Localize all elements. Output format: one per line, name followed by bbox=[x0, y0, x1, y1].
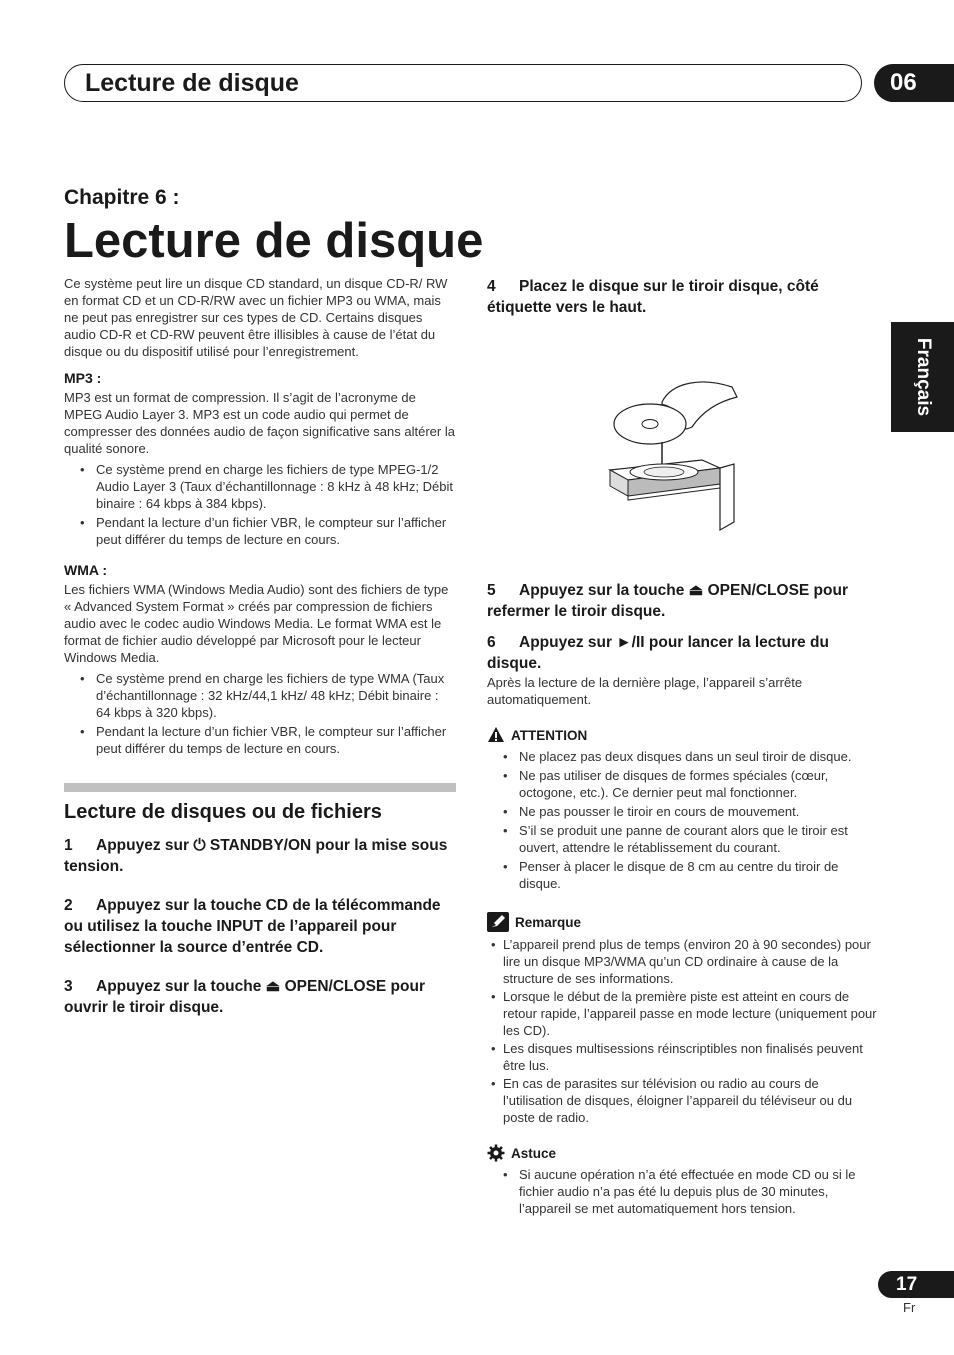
step-text: Placez le disque sur le tiroir disque, côté étiquette vers le haut. bbox=[487, 278, 819, 316]
page-language-code: Fr bbox=[903, 1300, 916, 1315]
step-6 bbox=[487, 632, 879, 674]
disc-tray-illustration bbox=[602, 372, 742, 542]
step-text: Appuyez sur la touche ⏏ OPEN/CLOSE pour ouvrir le tiroir disque. bbox=[64, 978, 425, 1016]
step-5 bbox=[487, 580, 879, 622]
list-item: • Pendant la lecture d’un fichier VBR, le compteur sur l’afficher peut différer du temps de lecture en cours. bbox=[96, 514, 456, 548]
step-6-detail: Après la lecture de la dernière plage, l’appareil s’arrête automatiquement. bbox=[487, 675, 803, 707]
right-column bbox=[487, 276, 879, 1219]
attention-heading bbox=[487, 726, 879, 744]
language-tab bbox=[891, 322, 954, 432]
mp3-heading: MP3 : bbox=[64, 370, 102, 386]
list-item: • Ce système prend en charge les fichiers de type WMA (Taux d’échantillonnage : 32 kHz/44,1 kHz/ 48 kHz; Débit binaire : 64 kbps à 320 kbps). bbox=[96, 670, 456, 721]
step-2 bbox=[64, 895, 456, 958]
wma-text: Les fichiers WMA (Windows Media Audio) sont des fichiers de type « Advanced System Format » créés par compression de fichiers audio avec le codec audio Windows Media. Le format WMA est le format de fichier audio développé par Microsoft pour le lecteur Windows Media. bbox=[64, 582, 449, 665]
step-3 bbox=[64, 976, 456, 1018]
step-number: 2 bbox=[64, 897, 73, 914]
header-title: Lecture de disque bbox=[85, 69, 299, 97]
list-item: • S’il se produit une panne de courant alors que le tiroir est ouvert, attendre le rétablissement du courant. bbox=[519, 822, 879, 856]
chapter-number-badge: 06 bbox=[874, 64, 954, 102]
page-number: 17 bbox=[878, 1271, 954, 1298]
step-number: 4 bbox=[487, 278, 496, 295]
attention-heading-label: ATTENTION bbox=[511, 727, 588, 743]
language-tab-label: Français bbox=[912, 337, 934, 417]
pencil-note-icon bbox=[487, 912, 509, 932]
step-number: 5 bbox=[487, 582, 496, 599]
left-column bbox=[64, 275, 456, 1028]
list-item: • Penser à placer le disque de 8 cm au centre du tiroir de disque. bbox=[519, 858, 879, 892]
step-text: Appuyez sur la touche ⏏ OPEN/CLOSE pour refermer le tiroir disque. bbox=[487, 582, 848, 620]
astuce-heading-label: Astuce bbox=[511, 1145, 557, 1161]
wma-heading: WMA : bbox=[64, 562, 108, 578]
list-item: • Ne pas pousser le tiroir en cours de mouvement. bbox=[519, 803, 879, 820]
list-item: • L’appareil prend plus de temps (environ 20 à 90 secondes) pour lire un disque MP3/WMA qu’un CD ordinaire à cause de la structure de ses informations. bbox=[503, 936, 879, 987]
attention-bullets bbox=[487, 748, 879, 892]
list-item: • Ne placez pas deux disques dans un seul tiroir de disque. bbox=[519, 748, 879, 765]
list-item: • Lorsque le début de la première piste est atteint en cours de retour rapide, l’appareil passe en mode lecture (uniquement pour les CD). bbox=[503, 988, 879, 1039]
list-item: • Si aucune opération n’a été effectuée en mode CD ou si le fichier audio n’a pas été lu depuis plus de 30 minutes, l’appareil se met automatiquement hors tension. bbox=[519, 1166, 879, 1217]
list-item: • Les disques multisessions réinscriptibles non finalisés peuvent être lus. bbox=[503, 1040, 879, 1074]
step-text: Appuyez sur ⏻ STANDBY/ON pour la mise sous tension. bbox=[64, 837, 448, 875]
chapter-label: Chapitre 6 : bbox=[64, 186, 180, 209]
intro-text: Ce système peut lire un disque CD standard, un disque CD-R/ RW en format CD et un CD-R/RW avec un fichier MP3 ou WMA, mais ne peut pas enregistrer sur ces types de CD. Certains disques audio CD-R et CD-RW peuvent être illisibles à cause de l’état du disque ou du dispositif utilisé pour l’enregistrement. bbox=[64, 276, 448, 359]
gear-tip-icon bbox=[487, 1144, 505, 1162]
remarque-bullets bbox=[487, 936, 879, 1126]
step-1 bbox=[64, 835, 456, 877]
remarque-heading-label: Remarque bbox=[515, 914, 582, 930]
step-text: Appuyez sur ►/II pour lancer la lecture du disque. bbox=[487, 634, 829, 672]
page-title: Lecture de disque bbox=[64, 214, 484, 268]
section-title: Lecture de disques ou de fichiers bbox=[64, 801, 382, 823]
step-number: 3 bbox=[64, 978, 73, 995]
astuce-bullets bbox=[487, 1166, 879, 1217]
remarque-heading bbox=[487, 912, 879, 932]
wma-bullets bbox=[64, 670, 456, 757]
astuce-heading bbox=[487, 1144, 879, 1162]
mp3-text: MP3 est un format de compression. Il s’agit de l’acronyme de MPEG Audio Layer 3. MP3 est un code audio qui permet de compresser des données audio de façon significative sans altérer la qualité sonore. bbox=[64, 390, 455, 456]
header-bar bbox=[64, 64, 862, 102]
step-text: Appuyez sur la touche CD de la télécommande ou utilisez la touche INPUT de l’appareil pour sélectionner la source d’entrée CD. bbox=[64, 897, 441, 956]
warning-icon bbox=[487, 726, 505, 744]
step-4 bbox=[487, 276, 879, 318]
step-number: 1 bbox=[64, 837, 73, 854]
list-item: • Ce système prend en charge les fichiers de type MPEG-1/2 Audio Layer 3 (Taux d’échantillonnage : 8 kHz à 48 kHz; Débit binaire : 64 kbps à 384 kbps). bbox=[96, 461, 456, 512]
list-item: • Ne pas utiliser de disques de formes spéciales (cœur, octogone, etc.). Ce dernier peut mal fonctionner. bbox=[519, 767, 879, 801]
step-number: 6 bbox=[487, 634, 496, 651]
section-divider bbox=[64, 783, 456, 792]
mp3-bullets bbox=[64, 461, 456, 548]
list-item: • En cas de parasites sur télévision ou radio au cours de l’utilisation de disques, éloigner l’appareil du téléviseur ou du poste de radio. bbox=[503, 1075, 879, 1126]
list-item: • Pendant la lecture d’un fichier VBR, le compteur sur l’afficher peut différer du temps de lecture en cours. bbox=[96, 723, 456, 757]
